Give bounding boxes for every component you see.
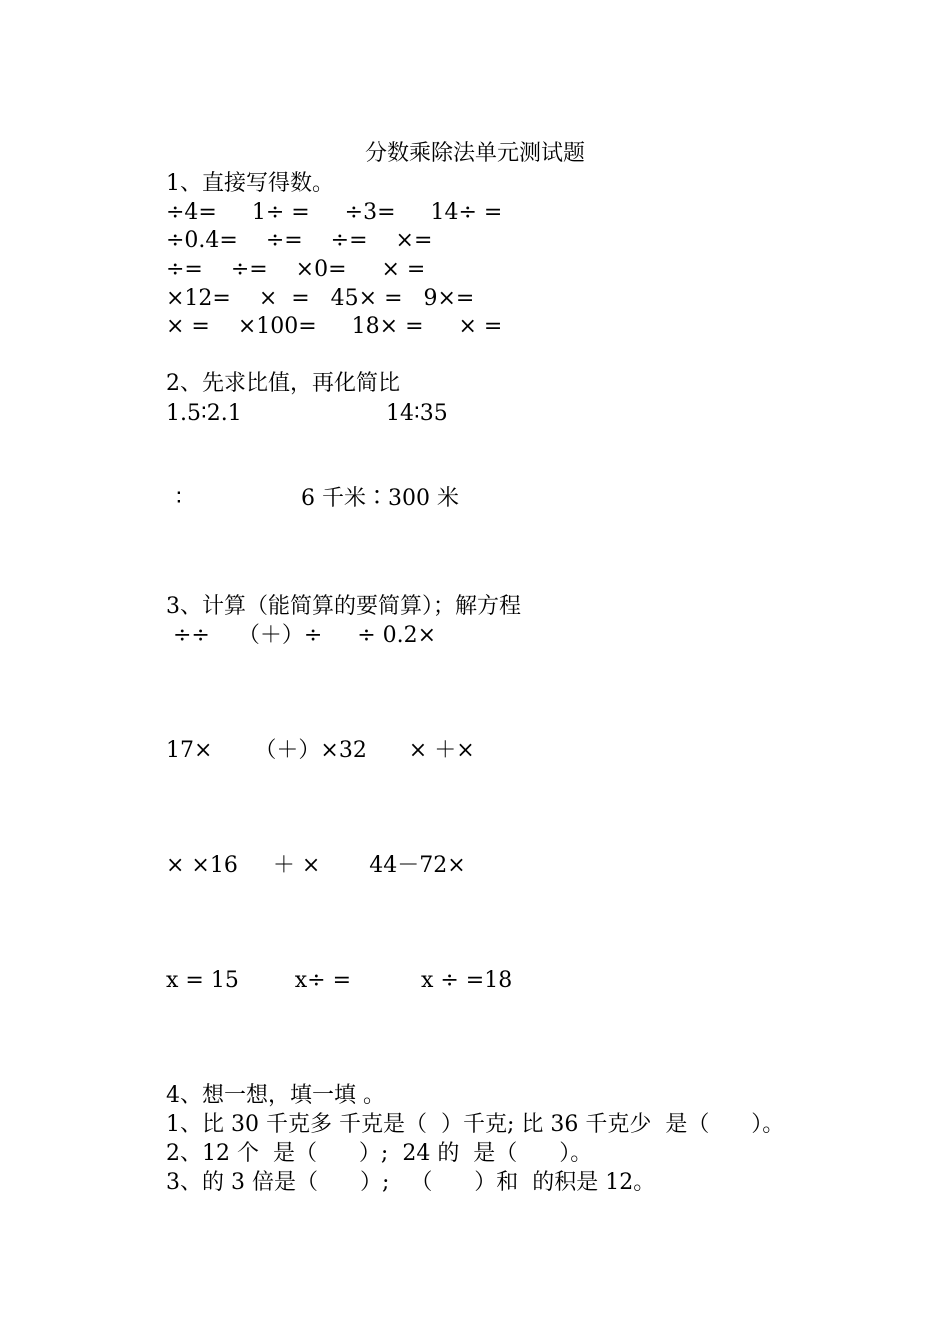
section1-row: × = ×100= 18× = × = <box>166 314 503 339</box>
section4-heading: 4、想一想，填一填 。 <box>166 1083 385 1108</box>
fill-item: 2、12 个 是（ ）; 24 的 是（ ）。 <box>166 1141 593 1166</box>
document-title: 分数乘除法单元测试题 <box>364 141 585 166</box>
ratio-4: 6 千米∶300 米 <box>301 486 459 511</box>
section1-row: ÷4= 1÷ = ÷3= 14÷ = <box>166 200 503 225</box>
section1-row: ×12= × = 45× = 9×= <box>166 286 475 311</box>
calc-row: 17× （＋）×32 × ＋× <box>166 738 475 763</box>
calc-row: × ×16 ＋ × 44－72× <box>166 853 466 878</box>
ratio-2: 14∶35 <box>386 401 448 426</box>
section1-row: ÷= ÷= ×0= × = <box>166 257 426 282</box>
ratio-1: 1.5∶2.1 <box>166 401 242 426</box>
fill-item: 3、的 3 倍是（ ）; （ ）和 的积是 12。 <box>166 1170 656 1195</box>
section1-row: ÷0.4= ÷= ÷= ×= <box>166 228 433 253</box>
calc-row: ÷÷ （＋）÷ ÷ 0.2× <box>166 623 437 648</box>
section2-heading: 2、先求比值，再化简比 <box>166 371 400 396</box>
fill-item: 1、比 30 千克多 千克是（ ）千克; 比 36 千克少 是（ ）。 <box>166 1112 785 1137</box>
section3-heading: 3、计算（能简算的要简算）；解方程 <box>166 594 521 619</box>
equation-row: x = 15 x÷ = x ÷ =18 <box>166 968 513 993</box>
section1-heading: 1、直接写得数。 <box>166 171 334 196</box>
ratio-3: ∶ <box>176 486 182 511</box>
